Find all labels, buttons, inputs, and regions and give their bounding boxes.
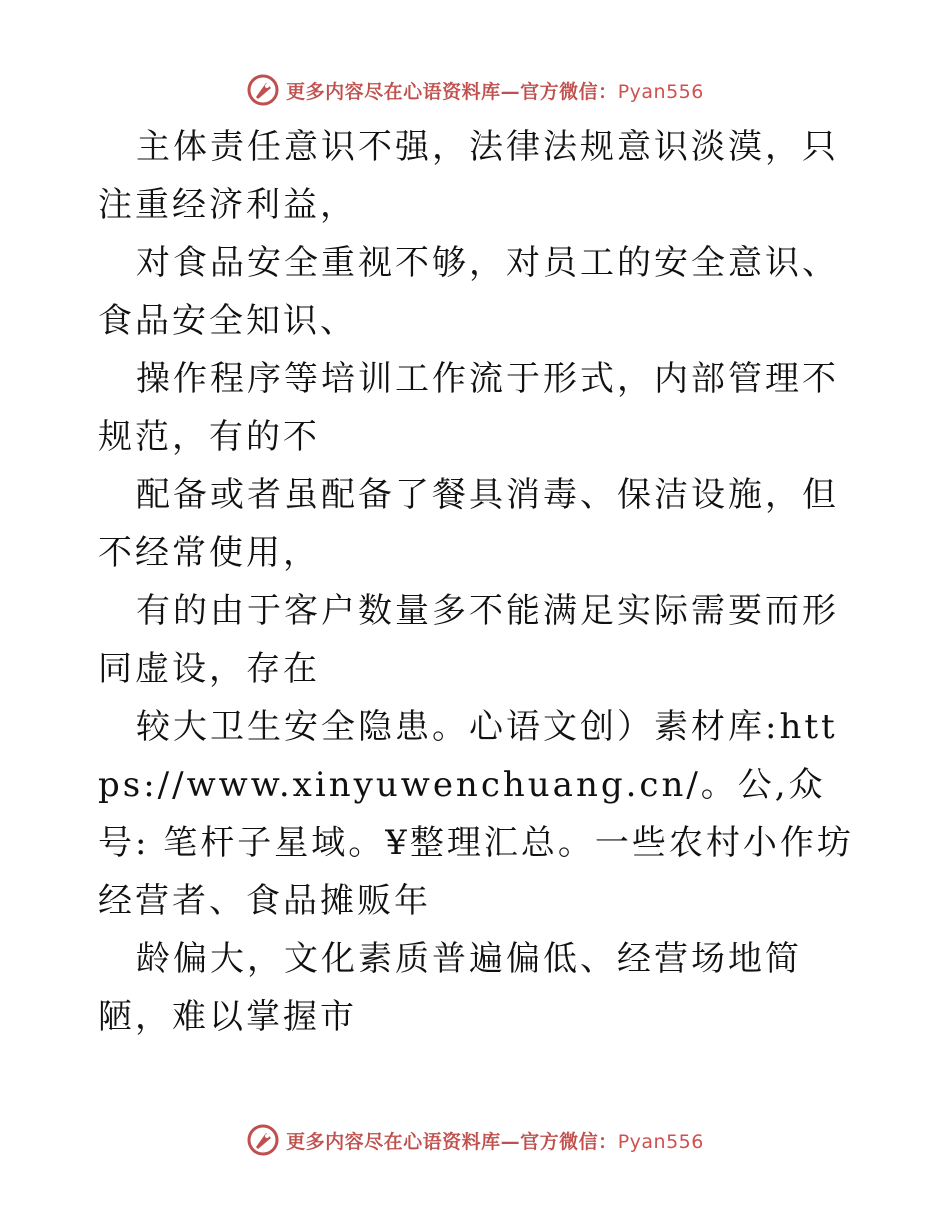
pen-nib-logo-icon bbox=[246, 1123, 280, 1157]
paragraph: 操作程序等培训工作流于形式，内部管理不规范，有的不 bbox=[98, 359, 839, 457]
paragraph: 对食品安全重视不够，对员工的安全意识、食品安全知识、 bbox=[98, 243, 839, 341]
watermark-text: 更多内容尽在心语资料库—官方微信：Pyan556 bbox=[286, 1130, 704, 1153]
footer-watermark bbox=[0, 1120, 950, 1160]
header-watermark bbox=[0, 70, 950, 110]
paragraph: 龄偏大，文化素质普遍偏低、经营场地简陋，难以掌握市 bbox=[98, 939, 802, 1037]
watermark-text: 更多内容尽在心语资料库—官方微信：Pyan556 bbox=[286, 80, 704, 103]
paragraph: 有的由于客户数量多不能满足实际需要而形同虚设，存在 bbox=[98, 591, 839, 689]
paragraph: 主体责任意识不强，法律法规意识淡漠，只注重经济利益， bbox=[98, 127, 839, 225]
pen-nib-logo-icon bbox=[246, 73, 280, 107]
paragraph: 配备或者虽配备了餐具消毒、保洁设施，但不经常使用， bbox=[98, 475, 839, 573]
document-body bbox=[98, 118, 858, 1046]
paragraph: 较大卫生安全隐患。心语文创）素材库:https://www.xinyuwenchuang.cn/。公,众号: 笔杆子星域。¥整理汇总。一些农村小作坊经营者、食品摊贩年 bbox=[98, 707, 854, 921]
